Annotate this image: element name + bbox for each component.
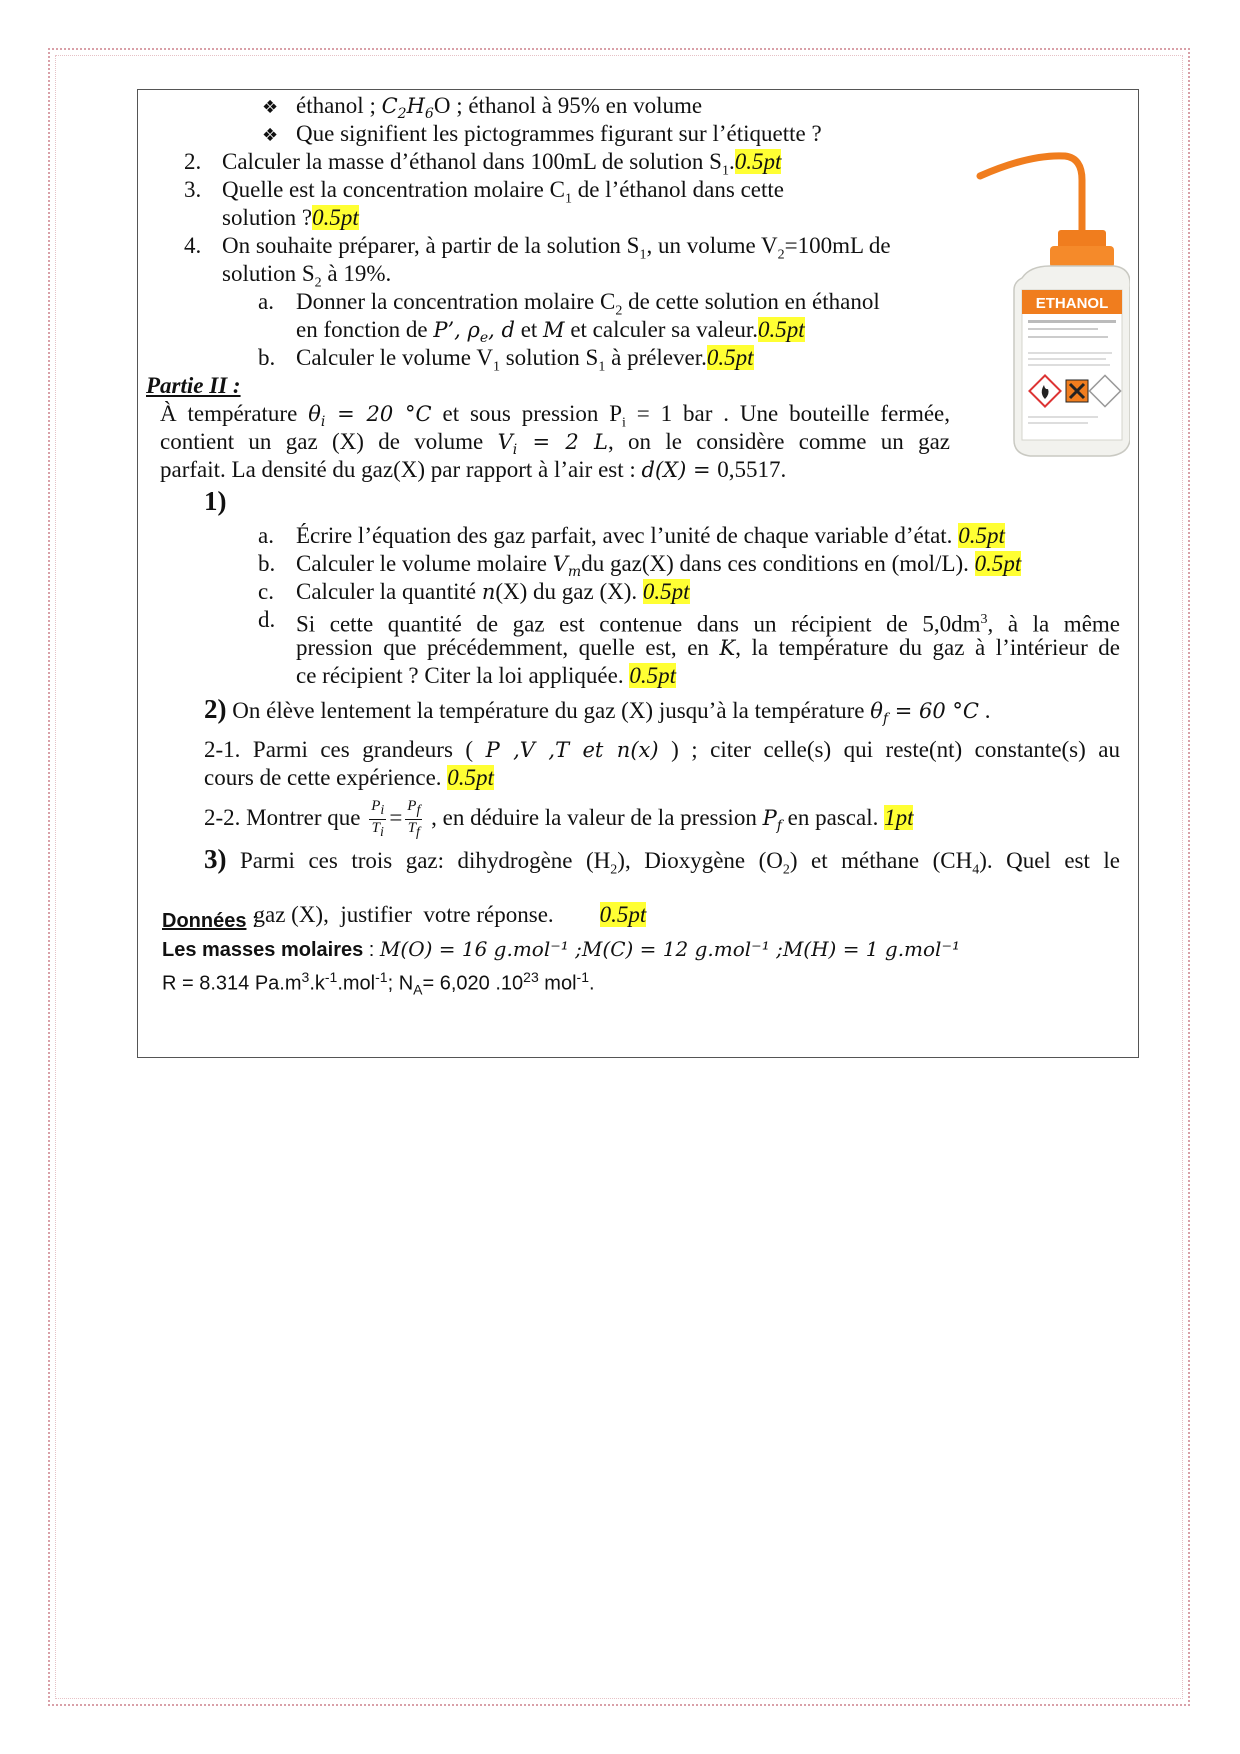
points-badge: 0.5pt — [734, 149, 782, 174]
points-badge: 0.5pt — [599, 902, 647, 927]
bottle-label-text: ETHANOL — [1035, 295, 1109, 312]
points-badge: 0.5pt — [447, 765, 494, 790]
donnees-title: Données : — [162, 910, 258, 932]
question-2: 2. Calculer la masse d’éthanol dans 100mL de solution $S_1.0.5pt$ — [184, 149, 782, 179]
partie-2-intro-line3: parfait. La densité du gaz(X) par rapport à l’air est : d(X) = 0,5517. — [160, 457, 787, 482]
question-1a: a. Écrire l’équation des gaz parfait, avec l’unité de chaque variable d’état. 0.5pt — [258, 523, 1005, 548]
donnees-masses: Les masses molaires : M(O) = 16 g.mol⁻¹ ;M(C) = 12 g.mol⁻¹ ;M(H) = 1 g.mol⁻¹ — [162, 937, 961, 961]
fraction-pi-ti: $\frac{P_i}{T_i}$ — [371, 798, 385, 840]
points-badge: 0.5pt — [974, 551, 1022, 576]
partie-2-intro-line2: contient un gaz (X) de volume $V_i = 2$ L, on le considère comme un gaz — [160, 429, 950, 459]
section-3-line2: gaz (X), justifier votre réponse. 0.5pt — [253, 902, 647, 927]
donnees-constants: R = 8.314 $Pa.m^3.k^{-1}.mol^{-1}$; $N_A= 6,020$ $.10^{23}$ mol$^{-1}$. — [162, 969, 595, 998]
question-3: 3. Quelle est la concentration molaire $C_1$ de l’éthanol dans cette — [184, 177, 784, 207]
section-1-label: 1) — [204, 486, 227, 516]
bullet-pictograms: ❖ Que signifient les pictogrammes figurant sur l’étiquette ? — [262, 120, 822, 149]
points-badge: 0.5pt — [629, 663, 676, 688]
question-3-cont: solution ?0.5pt — [222, 205, 359, 230]
ethanol-bottle-image — [970, 140, 1130, 460]
harmful-pictogram-icon — [1066, 380, 1088, 402]
bullet-ethanol: ❖ éthanol ; $C_2H_6O$ ; éthanol à 95% en volume — [262, 93, 703, 123]
question-2-2: 2-2. Montrer que $\frac{P_i}{T_i}$ = $\frac{P_f}{T_f}$ , en déduire la valeur de la pression $P_f$ en pascal. 1pt — [204, 798, 914, 840]
points-badge: 0.5pt — [758, 317, 805, 342]
question-4a-cont: en fonction de P’, $\rho_e$, d et M et calculer sa valeur.0.5pt — [296, 317, 805, 347]
points-badge: 0.5pt — [312, 205, 359, 230]
section-3-line1: 3) Parmi ces trois gaz: dihydrogène $(H_2)$, Dioxygène $(O_2)$ et méthane $(CH_4)$. Quel est le — [204, 844, 1120, 878]
points-badge: 1pt — [884, 804, 914, 830]
question-4a: a. Donner la concentration molaire $C_2$ de cette solution en éthanol — [258, 289, 880, 319]
question-1d-line3: ce récipient ? Citer la loi appliquée. 0.5pt — [296, 663, 676, 688]
question-1d: d. — [258, 607, 276, 632]
points-badge: 0.5pt — [958, 523, 1005, 548]
question-1d-line2: pression que précédemment, quelle est, en K, la température du gaz à l’intérieur de — [296, 635, 1120, 660]
fraction-pf-tf: $\frac{P_f}{T_f}$ — [407, 798, 421, 840]
question-4: 4. On souhaite préparer, à partir de la solution $S_1$, un volume $V_2=100mL$ de — [184, 233, 891, 263]
question-4b: b. Calculer le volume $V_1$ solution $S_1$ à prélever.0.5pt — [258, 345, 754, 375]
diamond-bullet-icon: ❖ — [262, 97, 279, 118]
question-2-1-line2: cours de cette expérience. 0.5pt — [204, 765, 494, 790]
section-2: 2) On élève lentement la température du gaz (X) jusqu’à la température $\theta_f = 60$ °C . — [204, 694, 991, 728]
question-1c: c. Calculer la quantité n(X) du gaz (X). 0.5pt — [258, 579, 690, 604]
diamond-bullet-icon: ❖ — [262, 125, 279, 146]
partie-2-intro-line1: À température $\theta_i = 20$ °C et sous pression $P_i = 1$ bar . Une bouteille fermée, — [160, 401, 951, 431]
question-1d-line1: Si cette quantité de gaz est contenue dans un récipient de $5,0dm^3$, à la même — [296, 611, 1120, 637]
points-badge: 0.5pt — [642, 579, 690, 604]
points-badge: 0.5pt — [706, 345, 754, 370]
question-2-1-line1: 2-1. Parmi ces grandeurs ( P ,V ,T et n(x) ) ; citer celle(s) qui reste(nt) constante(s) au — [204, 737, 1121, 762]
question-4-cont: solution $S_2$ à 19%. — [222, 261, 392, 291]
partie-2-title: Partie II : — [146, 373, 241, 398]
question-1b: b. Calculer le volume molaire $V_mdu$ gaz(X) dans ces conditions en (mol/L). 0.5pt — [258, 551, 1022, 581]
